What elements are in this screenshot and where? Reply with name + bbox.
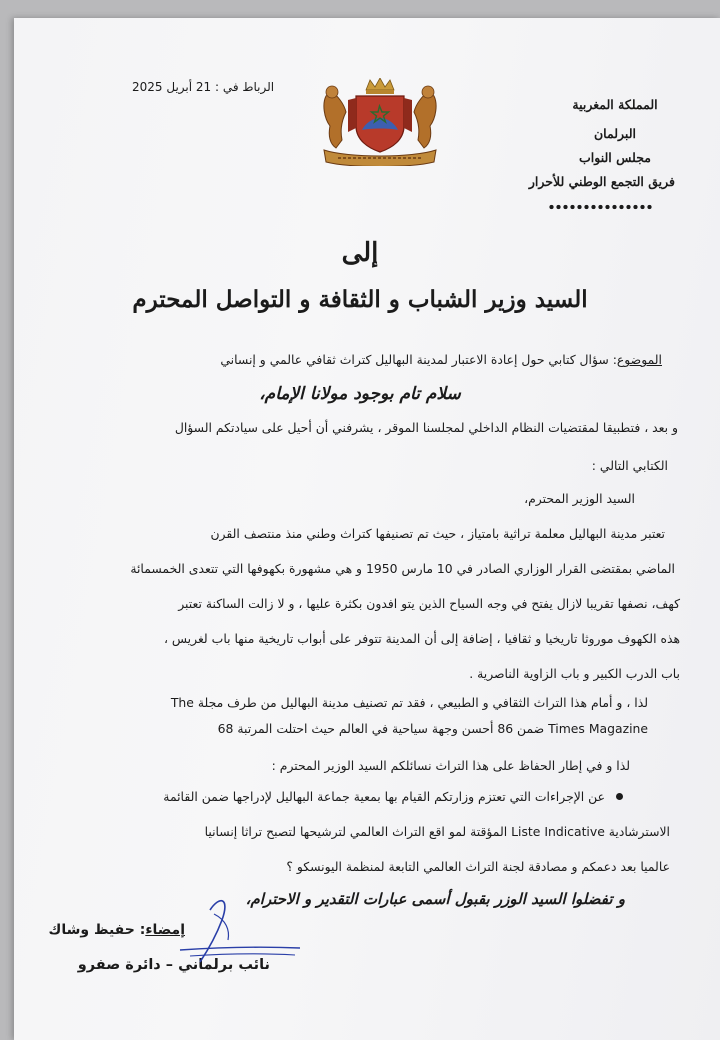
subject-label: الموضوع xyxy=(616,352,662,367)
greeting: سلام تام بوجود مولانا الإمام، xyxy=(259,384,461,404)
signature-line xyxy=(49,922,185,938)
header-kingdom: المملكة المغربية xyxy=(572,97,658,112)
lion-right-icon xyxy=(414,86,436,148)
body-line-7: هذه الكهوف موروثا تاريخيا و ثقافيا ، إضافة إلى أن المدينة تتوفر على أبواب تاريخية منها باب لغريس ، xyxy=(163,631,680,646)
body-line-10: Times Magazine ضمن 86 أحسن وجهة سياحية في العالم حيث احتلت المرتبة 68 xyxy=(217,721,648,736)
body-line-1: و بعد ، فتطبيقا لمقتضيات النظام الداخلي لمجلسنا الموقر ، يشرفني أن أحيل على سيادتكم السؤال xyxy=(174,420,678,435)
subject-text: : سؤال كتابي حول إعادة الاعتبار لمدينة البهاليل كتراث ثقافي عالمي و إنساني xyxy=(220,352,617,367)
crown-icon xyxy=(366,78,394,94)
header-dotted-divider xyxy=(548,204,654,210)
date-line: الرباط في : 21 أبريل 2025 xyxy=(132,80,275,94)
subject-line xyxy=(220,354,662,366)
header-parliament: البرلمان xyxy=(594,126,636,141)
recipient-to: إلى xyxy=(341,238,379,268)
lion-left-icon xyxy=(324,86,346,148)
header-group: فريق التجمع الوطني للأحرار xyxy=(528,174,675,189)
bullet-icon xyxy=(616,793,623,800)
handwritten-signature xyxy=(170,890,310,980)
header-house: مجلس النواب xyxy=(579,150,651,165)
body-line-11: لذا و في إطار الحفاظ على هذا التراث نسائلكم السيد الوزير المحترم : xyxy=(271,758,630,773)
coat-of-arms-emblem xyxy=(318,78,442,166)
signature-label: إمضاء xyxy=(145,922,185,938)
body-line-8: باب الدرب الكبير و باب الزاوية الناصرية . xyxy=(469,666,680,681)
shield-icon xyxy=(348,96,412,152)
closing: و تفضلوا السيد الوزر بقبول أسمى عبارات التقدير و الاحترام، xyxy=(245,890,625,908)
body-line-12: عن الإجراءات التي تعتزم وزارتكم القيام بها بمعية جماعة البهاليل لإدراجها ضمن القائمة xyxy=(163,789,605,804)
body-line-3: السيد الوزير المحترم، xyxy=(524,491,635,506)
body-line-9: لذا ، و أمام هذا التراث الثقافي و الطبيعي ، فقد تم تصنيف مدينة البهاليل من طرف مجلة The xyxy=(170,695,648,710)
body-line-4: تعتبر مدينة البهاليل معلمة تراثية بامتياز ، حيث تم تصنيفها كتراث وطني منذ منتصف القرن xyxy=(210,526,665,541)
body-line-6: كهف، نصفها تقريبا لازال يفتح في وجه السياح الذين يتو افدون بكثرة عليها ، و لا زالت الساكنة تعتبر xyxy=(178,596,680,611)
recipient-addressee: السيد وزير الشباب و الثقافة و التواصل المحترم xyxy=(132,286,588,313)
signature-name: : حفيظ وشاك xyxy=(48,922,146,938)
body-line-5: الماضي بمقتضى القرار الوزاري الصادر في 10 مارس 1950 و هي مشهورة بكهوفها التي تتعدى الخمسمائة xyxy=(130,561,675,576)
signature-title: نائب برلماني – دائرة صفرو xyxy=(77,957,270,973)
body-line-13: الاسترشادية Liste Indicative المؤقتة لمو اقع التراث العالمي لترشيحها لتصبح تراثا إنسانيا xyxy=(204,824,670,839)
body-line-2: الكتابي التالي : xyxy=(591,458,668,473)
body-line-14: عالميا بعد دعمكم و مصادقة لجنة التراث العالمي التابعة لمنظمة اليونسكو ؟ xyxy=(286,859,670,874)
